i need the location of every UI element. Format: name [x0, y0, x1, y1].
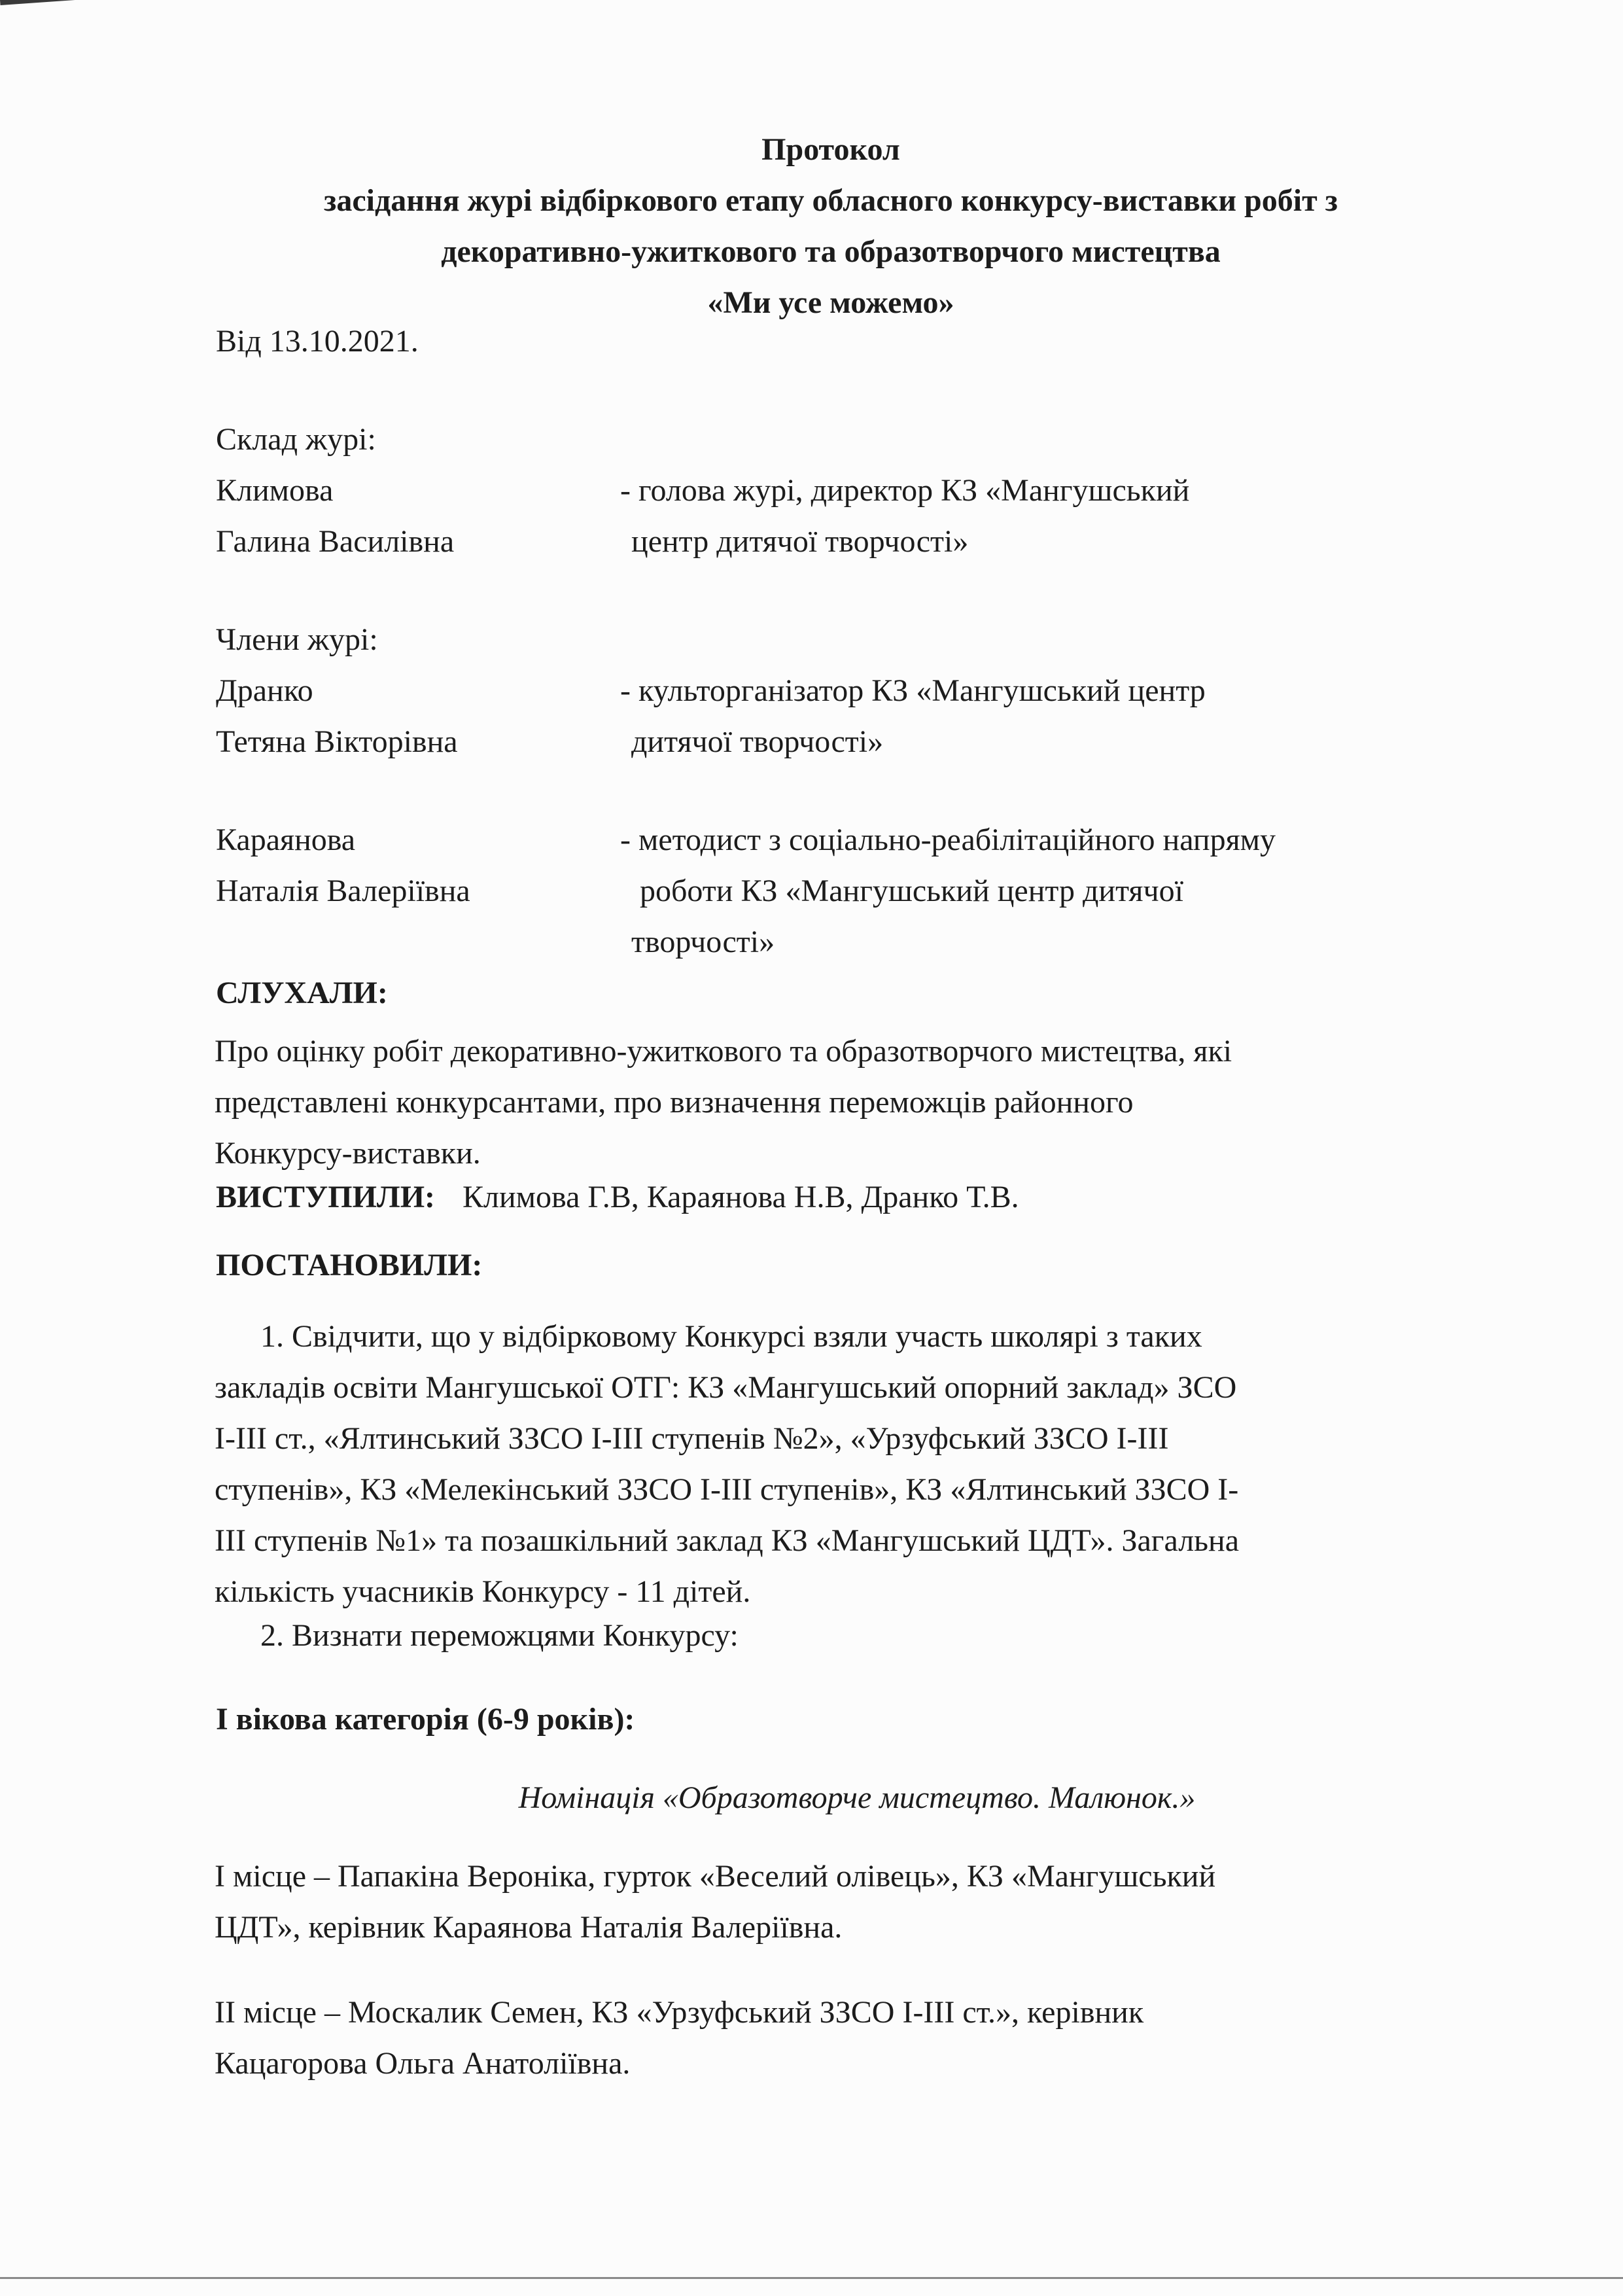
- decided-item-1-line-1: 1. Свідчити, що у відбірковому Конкурсі взяли участь школярі з таких: [260, 1319, 1202, 1354]
- spoke-text: Климова Г.В, Караянова Н.В, Дранко Т.В.: [462, 1180, 1019, 1214]
- member-2-role-line-2: роботи КЗ «Мангушський центр дитячої: [640, 874, 1183, 908]
- decided-item-1: [215, 1311, 1497, 1617]
- document-title: Протокол: [761, 132, 900, 167]
- member-2-role-line-1: - методист з соціально-реабілітаційного напряму: [620, 822, 1276, 857]
- decided-item-1-line-5: ІІІ ступенів №1» та позашкільний заклад КЗ «Мангушський ЦДТ». Загальна: [215, 1523, 1240, 1558]
- jury-composition-label: Склад журі:: [216, 422, 376, 457]
- chair-role-line-1: - голова журі, директор КЗ «Мангушський: [620, 473, 1190, 508]
- chair-role-line-2: центр дитячої творчості»: [631, 524, 969, 559]
- decided-item-1-line-2: закладів освіти Мангушської ОТГ: КЗ «Мангушський опорний заклад» ЗСО: [215, 1370, 1237, 1405]
- decided-item-1-line-4: ступенів», КЗ «Мелекінський ЗЗСО І-ІІІ ступенів», КЗ «Ялтинський ЗЗСО І-: [215, 1472, 1239, 1507]
- spoke-row: [216, 1179, 1019, 1215]
- subtitle-line-1: засідання журі відбіркового етапу обласного конкурсу-виставки робіт з: [324, 183, 1338, 218]
- heard-text: [215, 1026, 1497, 1179]
- member-1-role-line-2: дитячої творчості»: [631, 724, 884, 759]
- heard-label: СЛУХАЛИ:: [216, 976, 388, 1010]
- place-2-line-1: ІІ місце – Москалик Семен, КЗ «Урзуфський ЗЗСО І-ІІІ ст.», керівник: [215, 1995, 1144, 2030]
- member-1-surname: Дранко: [216, 673, 313, 708]
- heard-line-1: Про оцінку робіт декоративно-ужиткового та образотворчого мистецтва, які: [215, 1034, 1232, 1069]
- place-1-line-1: І місце – Папакіна Вероніка, гурток «Веселий олівець», КЗ «Мангушський: [215, 1859, 1216, 1894]
- heard-line-2: представлені конкурсантами, про визначення переможців районного: [215, 1085, 1134, 1120]
- jury-members-label: Члени журі:: [216, 622, 378, 657]
- chair-surname: Климова: [216, 473, 334, 508]
- document-header: [196, 124, 1465, 328]
- scan-edge-line: [0, 2277, 1623, 2279]
- document-date: Від 13.10.2021.: [216, 324, 419, 359]
- subtitle-line-3: «Ми усе можемо»: [707, 285, 954, 320]
- place-2-line-2: Кацагорова Ольга Анатоліївна.: [215, 2046, 631, 2081]
- member-2-surname: Караянова: [216, 822, 356, 857]
- nomination-heading: Номінація «Образотворче мистецтво. Малюнок.»: [518, 1780, 1196, 1815]
- subtitle-line-2: декоративно-ужиткового та образотворчого мистецтва: [441, 234, 1221, 269]
- scan-mark: [0, 0, 113, 18]
- heard-line-3: Конкурсу-виставки.: [215, 1136, 481, 1171]
- member-2-role-line-3: творчості»: [631, 925, 775, 959]
- chair-name: Галина Василівна: [216, 524, 455, 559]
- member-1-role-line-1: - культорганізатор КЗ «Мангушський центр: [620, 673, 1206, 708]
- member-2-name: Наталія Валеріївна: [216, 874, 470, 908]
- place-1-line-2: ЦДТ», керівник Караянова Наталія Валеріївна.: [215, 1910, 843, 1945]
- spoke-label: ВИСТУПИЛИ:: [216, 1180, 436, 1214]
- decided-item-1-line-3: І-ІІІ ст., «Ялтинський ЗЗСО І-ІІІ ступенів №2», «Урзуфський ЗЗСО І-ІІІ: [215, 1421, 1169, 1456]
- age-category-heading: І вікова категорія (6-9 років):: [216, 1702, 635, 1737]
- member-1-name: Тетяна Вікторівна: [216, 724, 458, 759]
- decided-item-2: 2. Визнати переможцями Конкурсу:: [260, 1618, 739, 1653]
- decided-item-1-line-6: кількість учасників Конкурсу - 11 дітей.: [215, 1574, 751, 1609]
- decided-label: ПОСТАНОВИЛИ:: [216, 1248, 483, 1282]
